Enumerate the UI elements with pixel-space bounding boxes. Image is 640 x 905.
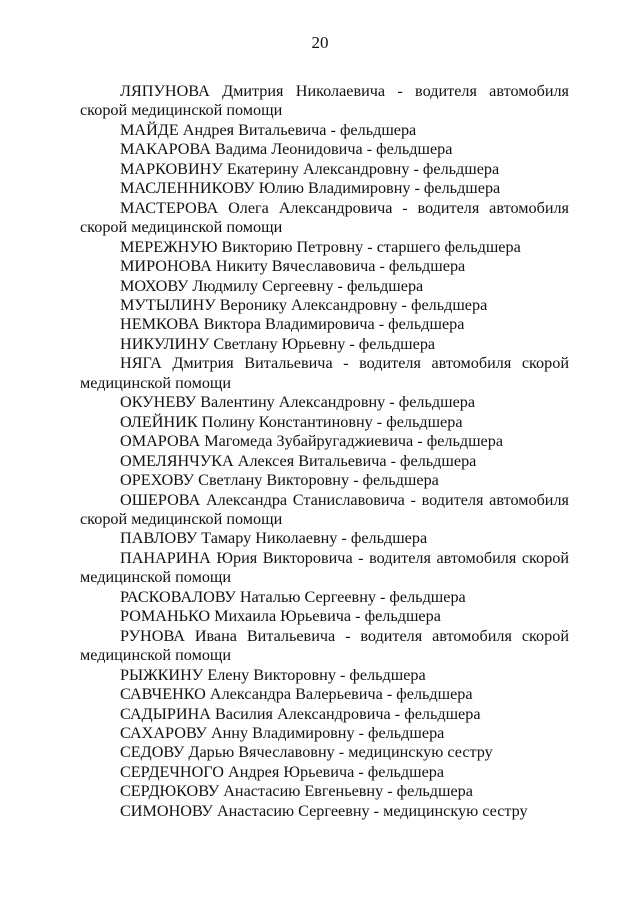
entry-details: Анастасию Сергеевну - медицинскую сестру: [216, 801, 528, 820]
entry-details: Андрея Витальевича - фельдшера: [182, 120, 417, 139]
list-item: [80, 802, 569, 821]
entry-surname: МЕРЕЖНУЮ: [120, 237, 218, 256]
list-item: [80, 315, 569, 334]
list-item: [80, 452, 569, 471]
entry-surname: МАРКОВИНУ: [120, 159, 223, 178]
entry-surname: СЕРДЮКОВУ: [120, 782, 220, 801]
list-item: [80, 782, 569, 801]
list-item: [80, 627, 569, 666]
list-item: [80, 257, 569, 276]
entry-surname: САХАРОВУ: [120, 723, 207, 742]
entry-details: Анастасию Евгеньевну - фельдшера: [223, 782, 473, 801]
list-item: [80, 549, 569, 588]
entry-details: Елену Викторовну - фельдшера: [207, 665, 426, 684]
entry-surname: РЫЖКИНУ: [120, 665, 204, 684]
entry-surname: ПАВЛОВУ: [120, 529, 198, 548]
list-item: [80, 432, 569, 451]
entry-surname: НИКУЛИНУ: [120, 334, 210, 353]
entry-surname: МАЙДЕ: [120, 120, 179, 139]
person-list: [80, 82, 569, 821]
entry-surname: СИМОНОВУ: [120, 801, 213, 820]
entry-details: Юлию Владимировну - фельдшера: [258, 179, 501, 198]
list-item: [80, 763, 569, 782]
list-item: [80, 354, 569, 393]
entry-surname: ОЛЕЙНИК: [120, 412, 198, 431]
entry-details: Александра Валерьевича - фельдшера: [209, 685, 473, 704]
entry-details: Анну Владимировну - фельдшера: [210, 723, 445, 742]
list-item: [80, 140, 569, 159]
entry-details: Валентину Александровну - фельдшера: [200, 393, 476, 412]
entry-surname: МИРОНОВА: [120, 257, 212, 276]
entry-details: Михаила Юрьевича - фельдшера: [214, 607, 441, 626]
entry-details: Вадима Леонидовича - фельдшера: [214, 140, 453, 159]
entry-surname: МАКАРОВА: [120, 140, 211, 159]
entry-surname: ОКУНЕВУ: [120, 393, 197, 412]
entry-details: Ивана Витальевича - водителя автомобиля скорой медицинской помощи: [80, 626, 569, 665]
entry-surname: РАСКОВАЛОВУ: [120, 587, 236, 606]
entry-details: Алексея Витальевича - фельдшера: [237, 451, 477, 470]
list-item: [80, 705, 569, 724]
list-item: [80, 529, 569, 548]
entry-surname: ОМАРОВА: [120, 432, 201, 451]
list-item: [80, 743, 569, 762]
entry-surname: ОШЕРОВА: [120, 490, 201, 509]
list-item: [80, 724, 569, 743]
list-item: [80, 238, 569, 257]
list-item: [80, 121, 569, 140]
entry-surname: СЕРДЕЧНОГО: [120, 762, 224, 781]
entry-details: Магомеда Зубайругаджиевича - фельдшера: [204, 432, 504, 451]
entry-surname: СЕДОВУ: [120, 743, 185, 762]
entry-surname: НЕМКОВА: [120, 315, 200, 334]
entry-details: Александра Станиславовича - водителя автомобиля скорой медицинской помощи: [80, 490, 569, 528]
entry-surname: САВЧЕНКО: [120, 685, 206, 704]
entry-details: Наталью Сергеевну - фельдшера: [239, 587, 466, 606]
page-number: 20: [311, 33, 329, 52]
entry-surname: РУНОВА: [120, 626, 185, 645]
entry-surname: МУТЫЛИНУ: [120, 295, 216, 314]
list-item: [80, 491, 569, 530]
entry-details: Дмитрия Витальевича - водителя автомобиля скорой медицинской помощи: [80, 354, 570, 392]
list-item: [80, 179, 569, 198]
entry-surname: ОРЕХОВУ: [120, 471, 195, 490]
entry-details: Полину Константиновну - фельдшера: [201, 412, 463, 431]
entry-surname: РОМАНЬКО: [120, 607, 211, 626]
entry-details: Дмитрия Николаевича - водителя автомобиля скорой медицинской помощи: [80, 82, 570, 120]
list-item: [80, 588, 569, 607]
entry-details: Тамару Николаевну - фельдшера: [201, 529, 428, 548]
list-item: [80, 199, 569, 238]
list-item: [80, 160, 569, 179]
list-item: [80, 471, 569, 490]
list-item: [80, 413, 569, 432]
entry-details: Юрия Викторовича - водителя автомобиля скорой медицинской помощи: [80, 548, 569, 587]
entry-details: Виктора Владимировича - фельдшера: [203, 315, 465, 334]
entry-surname: МАСТЕРОВА: [120, 198, 219, 217]
entry-details: Василия Александровича - фельдшера: [214, 704, 481, 723]
list-item: [80, 335, 569, 354]
entry-surname: МОХОВУ: [120, 276, 189, 295]
entry-surname: ЛЯПУНОВА: [120, 82, 210, 100]
list-item: [80, 277, 569, 296]
list-item: [80, 82, 569, 121]
entry-details: Никиту Вячеславовича - фельдшера: [215, 257, 466, 276]
list-item: [80, 607, 569, 626]
entry-details: Людмилу Сергеевну - фельдшера: [192, 276, 424, 295]
list-item: [80, 393, 569, 412]
entry-details: Дарью Вячеславовну - медицинскую сестру: [188, 743, 493, 762]
entry-details: Светлану Викторовну - фельдшера: [198, 471, 439, 490]
entry-details: Викторию Петровну - старшего фельдшера: [221, 237, 521, 256]
entry-details: Екатерину Александровну - фельдшера: [226, 159, 500, 178]
entry-details: Светлану Юрьевну - фельдшера: [213, 334, 436, 353]
list-item: [80, 666, 569, 685]
entry-surname: НЯГА: [120, 354, 162, 373]
entry-surname: ПАНАРИНА: [120, 548, 211, 567]
list-item: [80, 296, 569, 315]
entry-details: Андрея Юрьевича - фельдшера: [228, 762, 445, 781]
entry-surname: ОМЕЛЯНЧУКА: [120, 451, 234, 470]
entry-details: Веронику Александровну - фельдшера: [219, 295, 488, 314]
entry-details: Олега Александровича - водителя автомобиля скорой медицинской помощи: [80, 198, 570, 237]
entry-surname: САДЫРИНА: [120, 704, 211, 723]
list-item: [80, 685, 569, 704]
entry-surname: МАСЛЕННИКОВУ: [120, 179, 255, 198]
